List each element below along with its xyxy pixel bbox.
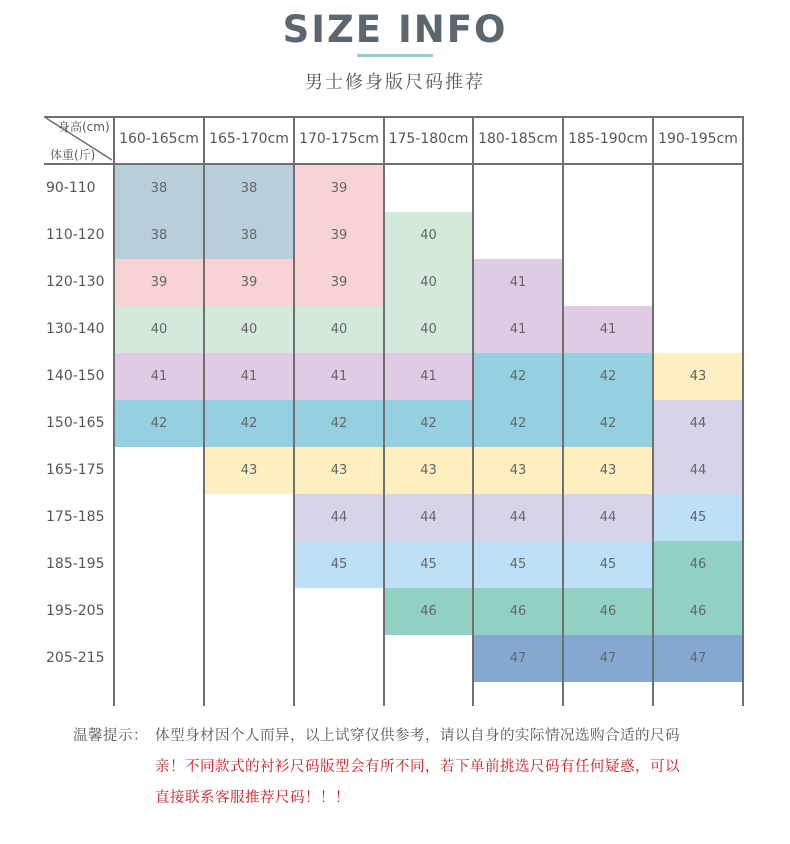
column-divider	[742, 116, 744, 706]
column-header: 190-195cm	[658, 131, 738, 147]
size-cell: 46	[563, 588, 653, 635]
row-header: 205-215	[46, 650, 105, 666]
notes-line-3: 直接联系客服推荐尺码！！！	[155, 790, 350, 806]
size-cell: 40	[384, 212, 473, 259]
size-cell: 38	[204, 165, 294, 212]
size-cell: 39	[294, 259, 384, 306]
column-header: 185-190cm	[568, 131, 648, 147]
size-cell: 43	[563, 447, 653, 494]
size-cell: 46	[384, 588, 473, 635]
column-header: 160-165cm	[119, 131, 199, 147]
column-divider	[383, 116, 385, 706]
page-title: SIZE INFO	[282, 8, 508, 51]
size-cell: 42	[114, 400, 204, 447]
size-cell: 40	[384, 259, 473, 306]
size-cell: 42	[473, 400, 563, 447]
size-cell: 44	[563, 494, 653, 541]
size-cell: 40	[294, 306, 384, 353]
size-cell: 45	[563, 541, 653, 588]
row-header: 165-175	[46, 462, 105, 478]
size-cell: 46	[653, 541, 743, 588]
column-divider	[652, 116, 654, 706]
row-header: 175-185	[46, 509, 105, 525]
row-header: 140-150	[46, 368, 105, 384]
size-cell: 42	[563, 353, 653, 400]
table-header-border	[44, 163, 743, 165]
column-header: 175-180cm	[388, 131, 469, 147]
size-cell: 39	[294, 212, 384, 259]
size-cell: 41	[473, 259, 563, 306]
row-header: 185-195	[46, 556, 105, 572]
size-cell: 44	[653, 400, 743, 447]
size-cell: 39	[114, 259, 204, 306]
row-header: 90-110	[46, 180, 96, 196]
size-cell: 42	[204, 400, 294, 447]
size-cell: 44	[653, 447, 743, 494]
size-cell: 39	[294, 165, 384, 212]
size-cell: 45	[473, 541, 563, 588]
size-cell: 42	[294, 400, 384, 447]
size-cell: 42	[473, 353, 563, 400]
size-cell: 44	[384, 494, 473, 541]
size-cell: 45	[294, 541, 384, 588]
size-cell: 40	[384, 306, 473, 353]
size-cell: 45	[653, 494, 743, 541]
size-cell: 47	[473, 635, 563, 682]
size-cell: 42	[384, 400, 473, 447]
size-cell: 44	[294, 494, 384, 541]
column-divider	[472, 116, 474, 706]
notes-label: 温馨提示：	[73, 728, 148, 744]
size-cell: 41	[473, 306, 563, 353]
column-divider	[293, 116, 295, 706]
size-cell: 41	[294, 353, 384, 400]
size-cell: 47	[563, 635, 653, 682]
size-cell: 44	[473, 494, 563, 541]
size-cell: 39	[204, 259, 294, 306]
column-header: 170-175cm	[299, 131, 379, 147]
corner-weight-label: 体重(斤)	[50, 148, 96, 162]
notes-line-2: 亲！不同款式的衬衫尺码版型会有所不同，若下单前挑选尺码有任何疑惑，可以	[155, 759, 680, 775]
column-divider	[203, 116, 205, 706]
size-cell: 40	[114, 306, 204, 353]
column-header: 165-170cm	[209, 131, 289, 147]
notes-line-1: 体型身材因个人而异，以上试穿仅供参考，请以自身的实际情况选购合适的尺码	[155, 728, 680, 744]
size-cell: 43	[653, 353, 743, 400]
size-cell: 43	[204, 447, 294, 494]
row-header: 195-205	[46, 603, 105, 619]
size-cell: 38	[114, 212, 204, 259]
row-header: 120-130	[46, 274, 105, 290]
row-header: 130-140	[46, 321, 105, 337]
size-cell: 45	[384, 541, 473, 588]
page-subtitle: 男士修身版尺码推荐	[305, 72, 485, 93]
size-cell: 42	[563, 400, 653, 447]
size-cell: 47	[653, 635, 743, 682]
column-divider	[113, 116, 115, 706]
size-cell: 46	[653, 588, 743, 635]
row-header: 110-120	[46, 227, 105, 243]
column-divider	[562, 116, 564, 706]
size-cell: 41	[384, 353, 473, 400]
row-header: 150-165	[46, 415, 105, 431]
size-cell: 43	[473, 447, 563, 494]
size-cell: 43	[294, 447, 384, 494]
size-cell: 38	[204, 212, 294, 259]
size-cell: 38	[114, 165, 204, 212]
size-cell: 41	[204, 353, 294, 400]
column-header: 180-185cm	[478, 131, 558, 147]
size-cell: 43	[384, 447, 473, 494]
size-cell: 41	[114, 353, 204, 400]
size-cell: 46	[473, 588, 563, 635]
size-cell: 41	[563, 306, 653, 353]
size-cell: 40	[204, 306, 294, 353]
corner-height-label: 身高(cm)	[58, 120, 110, 134]
